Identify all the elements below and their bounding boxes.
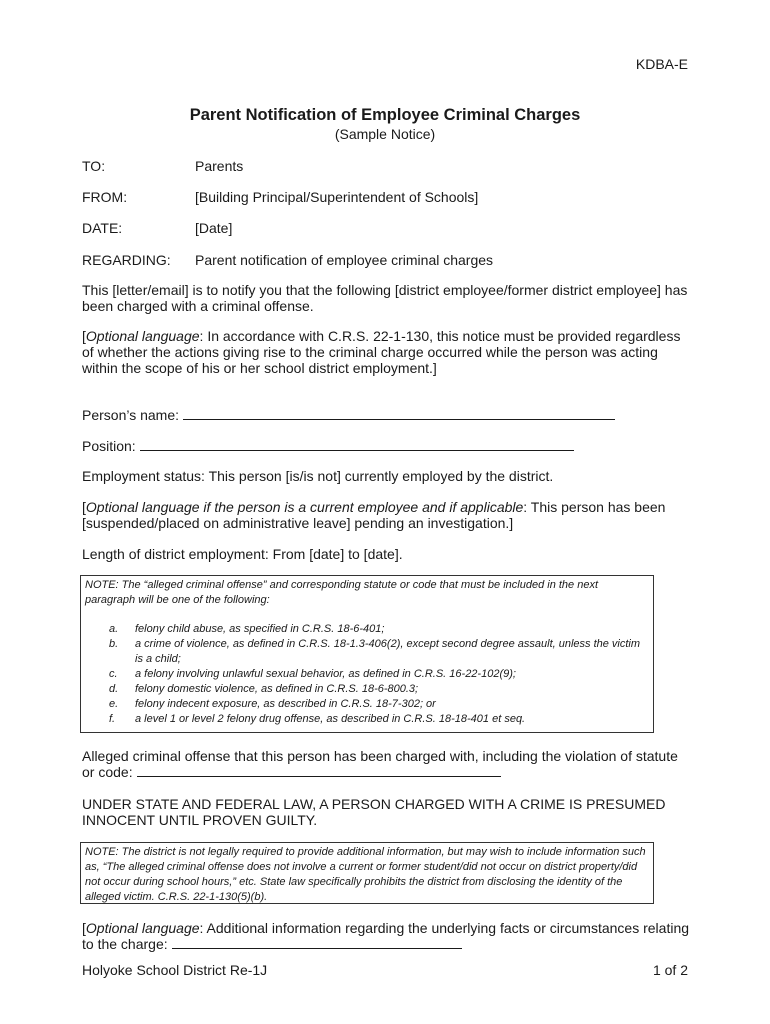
alleged-offense-blank[interactable]: [137, 764, 501, 777]
presumed-innocent-notice: UNDER STATE AND FEDERAL LAW, A PERSON CHARGED WITH A CRIME IS PRESUMED INNOCENT UNTIL PROVEN GUILTY.: [82, 796, 666, 828]
list-item: f. a level 1 or level 2 felony drug offense, as described in C.R.S. 18-18-401 et seq.: [109, 713, 526, 725]
date-label: DATE:: [82, 220, 123, 236]
employment-length: Length of district employment: From [date] to [date].: [82, 546, 403, 562]
employment-status: Employment status: This person [is/is not] currently employed by the district.: [82, 468, 554, 484]
page-number: 1 of 2: [652, 962, 688, 978]
person-name-label: Person’s name:: [82, 407, 180, 423]
list-item: a. felony child abuse, as specified in C.R.S. 18-6-401;: [109, 623, 385, 635]
position-blank[interactable]: [140, 438, 574, 451]
alleged-offense-row: [82, 748, 694, 780]
to-label: TO:: [82, 158, 106, 174]
optional-paragraph-1: [Optional language: In accordance with C.R.S. 22-1-130, this notice must be provided regardless of whether the actions giving rise to the criminal charge occurred while the person was acting within the scope of his or her school district employment.]: [82, 328, 681, 376]
optional-paragraph-3: [Optional language: Additional information regarding the underlying facts or circumstances relating to the charge:: [82, 920, 690, 952]
from-value: [Building Principal/Superintendent of Schools]: [195, 189, 479, 205]
note-box-disclosure: [80, 842, 654, 904]
position-label: Position:: [82, 438, 136, 454]
list-item: c. a felony involving unlawful sexual behavior, as defined in C.R.S. 16-22-102(9);: [109, 668, 516, 680]
intro-paragraph: This [letter/email] is to notify you that the following [district employee/former district employee] has been charged with a criminal offense.: [82, 282, 688, 314]
policy-code: KDBA-E: [635, 56, 688, 72]
note-intro: NOTE: The “alleged criminal offense” and corresponding statute or code that must be included in the next paragraph will be one of the following:: [85, 579, 599, 606]
optional-paragraph-2: [Optional language if the person is a current employee and if applicable: This person has been [suspended/placed on administrative leave] pending an investigation.]: [82, 499, 666, 531]
offense-list: [109, 622, 649, 727]
document-title: Parent Notification of Employee Criminal Charges: [189, 106, 581, 124]
list-item: e. felony indecent exposure, as described in C.R.S. 18-7-302; or: [109, 698, 436, 710]
to-value: Parents: [195, 158, 244, 174]
note-box-offenses: [80, 575, 654, 733]
from-label: FROM:: [82, 189, 128, 205]
person-name-blank[interactable]: [183, 407, 615, 420]
regarding-value: Parent notification of employee criminal charges: [195, 252, 494, 268]
district-name: Holyoke School District Re-1J: [82, 962, 268, 978]
person-name-row: [82, 407, 694, 423]
list-item: b. a crime of violence, as defined in C.R.S. 18-1.3-406(2), except second degree assault, unless the victim is a child;: [109, 638, 641, 665]
regarding-label: REGARDING:: [82, 252, 171, 268]
optional-label: Optional language: [85, 328, 200, 344]
additional-info-blank[interactable]: [172, 936, 462, 949]
document-subtitle: (Sample Notice): [334, 126, 436, 142]
alleged-offense-label: Alleged criminal offense that this person has been charged with, including the violation of statute or code:: [82, 748, 678, 780]
list-item: d. felony domestic violence, as defined in C.R.S. 18-6-800.3;: [109, 683, 419, 695]
note-disclosure-text: NOTE: The district is not legally required to provide additional information, but may wish to include information such as, “The alleged criminal offense does not involve a current or former student/did not occur on district property/did not occur during school hours,” etc. State law specifically prohibits the district from disclosing the identity of the alleged victim. C.R.S. 22-1-130(5)(b).: [85, 846, 646, 903]
position-row: [82, 438, 694, 454]
date-value: [Date]: [195, 220, 233, 236]
